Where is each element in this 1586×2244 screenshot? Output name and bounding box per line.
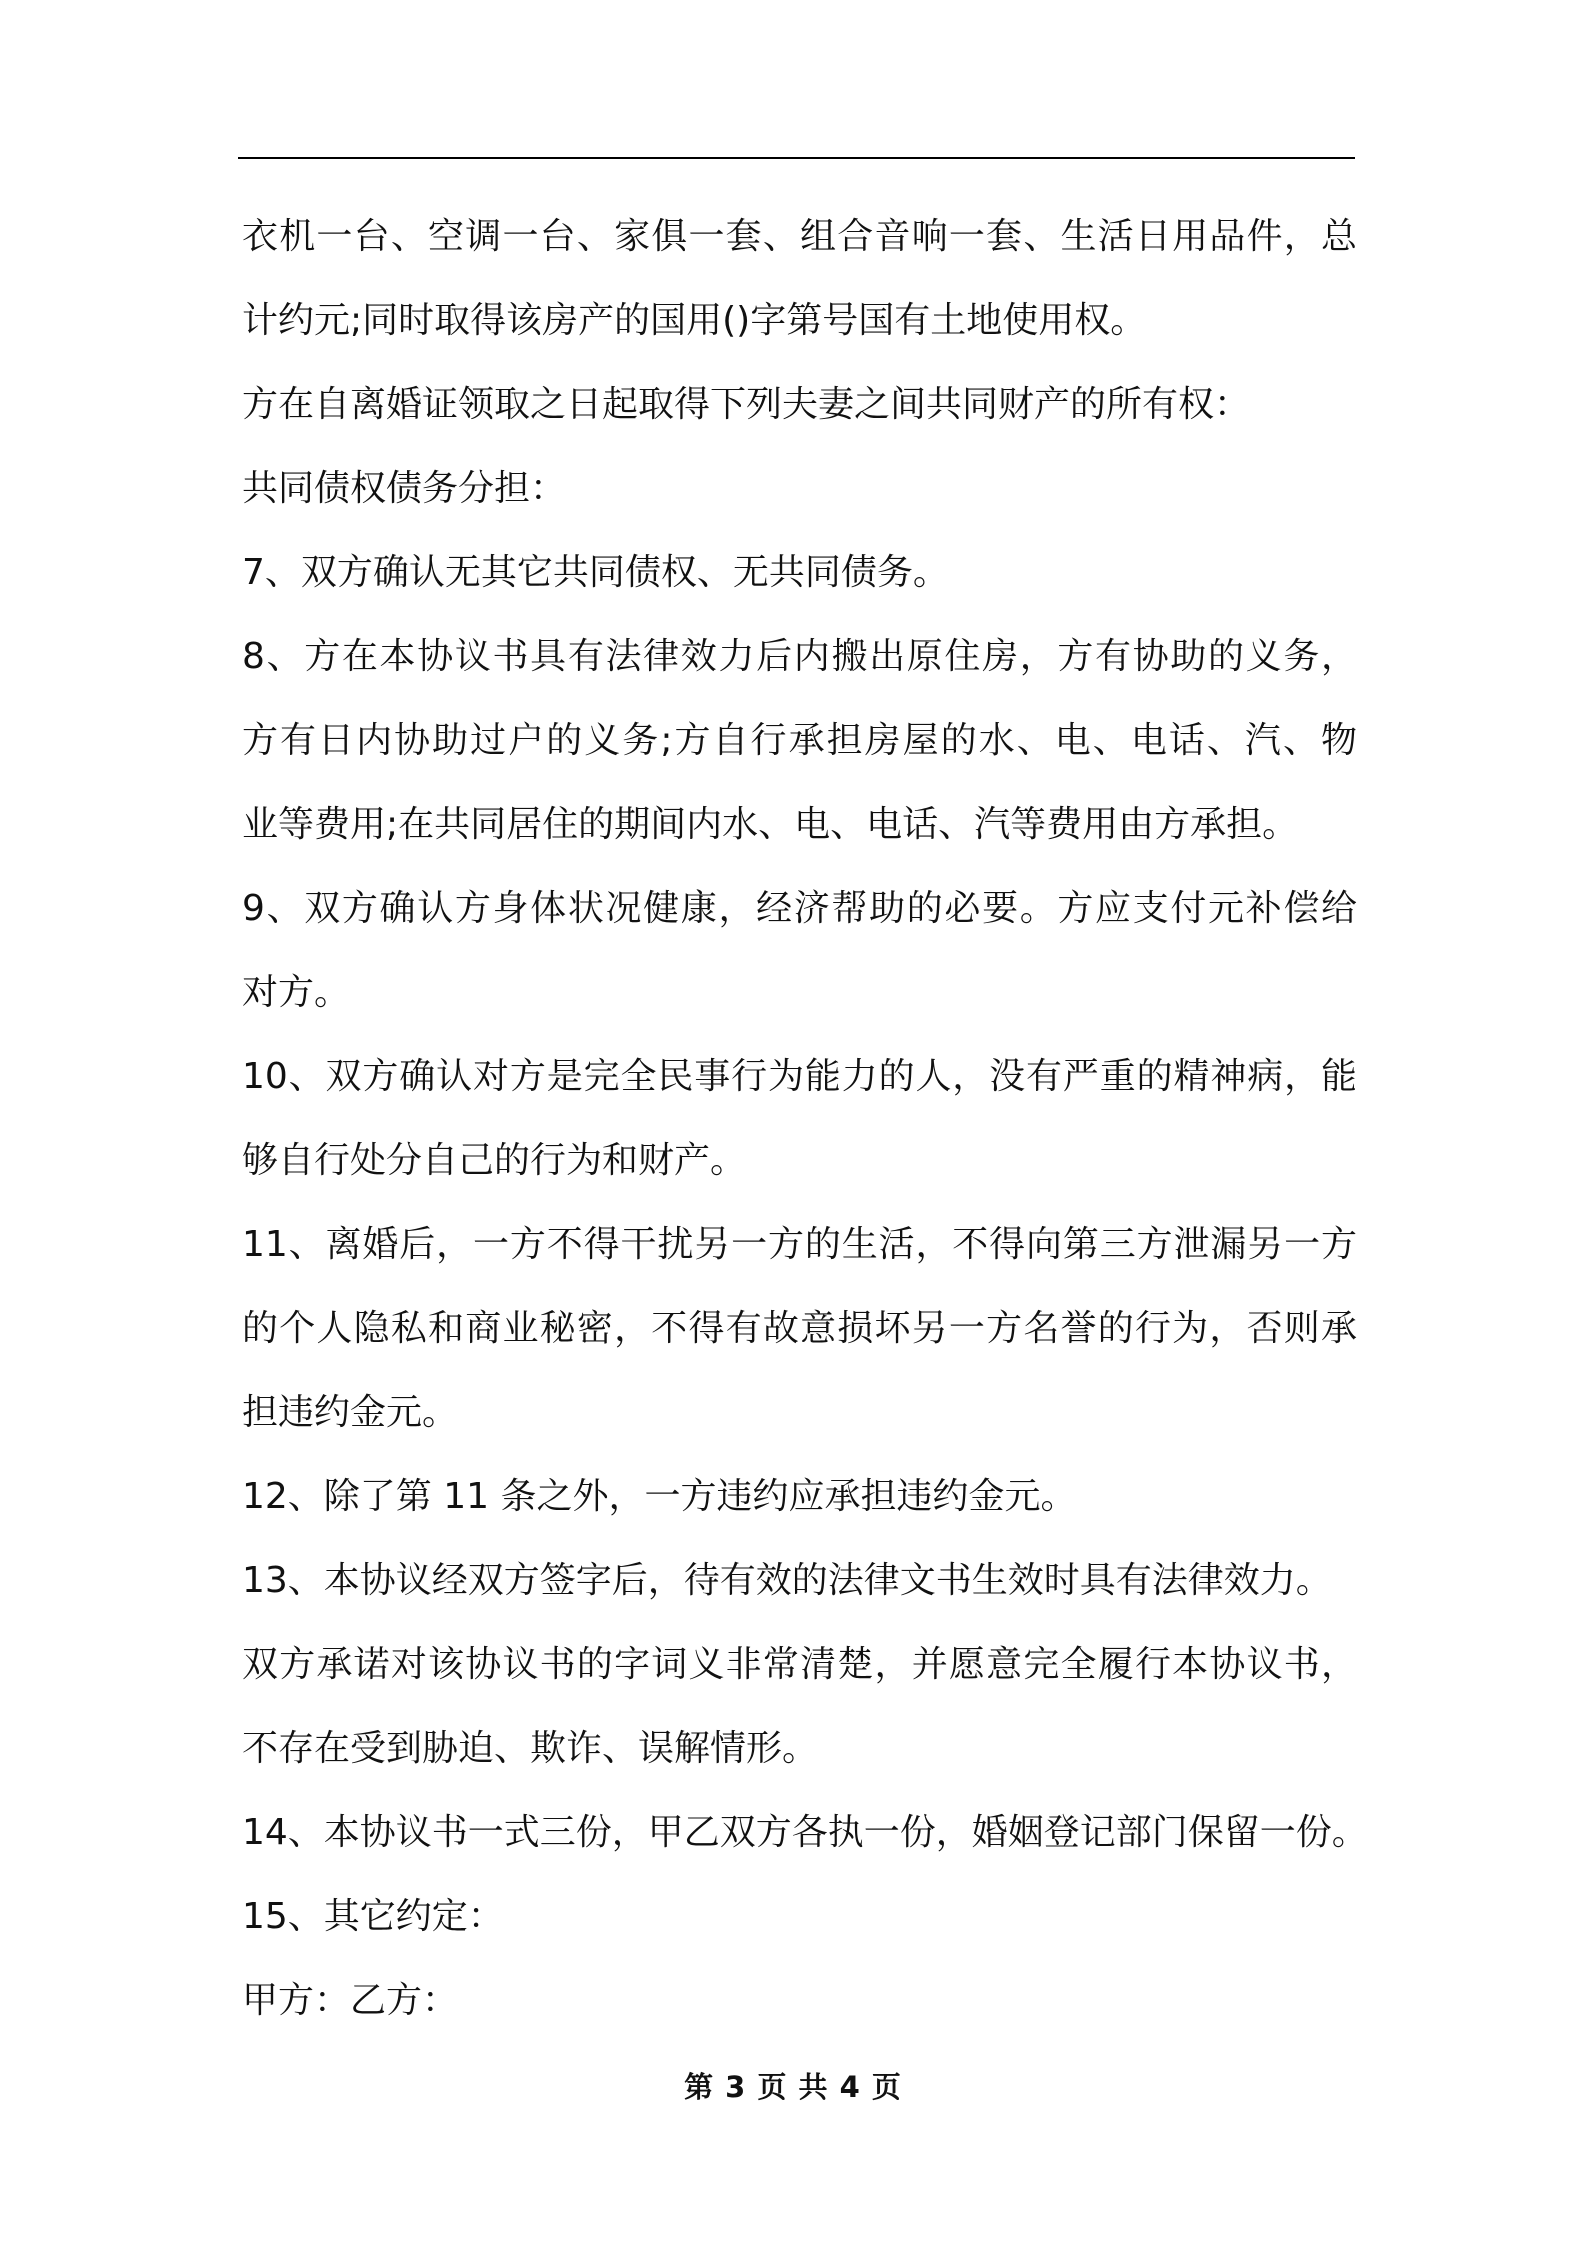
clause-9-line-2: 对方。 bbox=[242, 972, 351, 1013]
clause-15: 15、其它约定： bbox=[242, 1896, 504, 1937]
agreement-body bbox=[242, 195, 1368, 2043]
clause-12: 12、除了第 11 条之外，一方违约应承担违约金元。 bbox=[242, 1476, 1077, 1517]
clause-13-line-1: 13、本协议经双方签字后，待有效的法律文书生效时具有法律效力。 bbox=[242, 1560, 1332, 1601]
clause-11-line-1: 11、离婚后，一方不得干扰另一方的生活，不得向第三方泄漏另一方 bbox=[242, 1224, 1357, 1265]
page-number: 第 3 页 共 4 页 bbox=[684, 2070, 902, 2104]
text-line-3: 方在自离婚证领取之日起取得下列夫妻之间共同财产的所有权： bbox=[242, 384, 1251, 425]
signature-line: 甲方：乙方： bbox=[242, 1980, 459, 2021]
text-line-4: 共同债权债务分担： bbox=[242, 468, 567, 509]
clause-13-line-2: 双方承诺对该协议书的字词义非常清楚，并愿意完全履行本协议书， bbox=[242, 1644, 1357, 1685]
clause-8-line-1: 8、方在本协议书具有法律效力后内搬出原住房，方有协助的义务， bbox=[242, 636, 1357, 677]
clause-8-line-2: 方有日内协助过户的义务;方自行承担房屋的水、电、电话、汽、物 bbox=[242, 720, 1357, 761]
text-line-2: 计约元;同时取得该房产的国用()字第号国有土地使用权。 bbox=[242, 300, 1147, 341]
clause-11-line-2: 的个人隐私和商业秘密，不得有故意损坏另一方名誉的行为，否则承 bbox=[242, 1308, 1357, 1349]
clause-10-line-1: 10、双方确认对方是完全民事行为能力的人，没有严重的精神病，能 bbox=[242, 1056, 1357, 1097]
clause-14: 14、本协议书一式三份，甲乙双方各执一份，婚姻登记部门保留一份。 bbox=[242, 1812, 1368, 1853]
clause-7: 7、双方确认无其它共同债权、无共同债务。 bbox=[242, 552, 949, 593]
clause-11-line-3: 担违约金元。 bbox=[242, 1392, 459, 1433]
header-rule bbox=[238, 157, 1355, 159]
text-line-1: 衣机一台、空调一台、家俱一套、组合音响一套、生活日用品件，总 bbox=[242, 216, 1357, 257]
clause-9-line-1: 9、双方确认方身体状况健康，经济帮助的必要。方应支付元补偿给 bbox=[242, 888, 1357, 929]
clause-13-line-3: 不存在受到胁迫、欺诈、误解情形。 bbox=[242, 1728, 819, 1769]
clause-8-line-3: 业等费用;在共同居住的期间内水、电、电话、汽等费用由方承担。 bbox=[242, 804, 1299, 845]
clause-10-line-2: 够自行处分自己的行为和财产。 bbox=[242, 1140, 747, 1181]
